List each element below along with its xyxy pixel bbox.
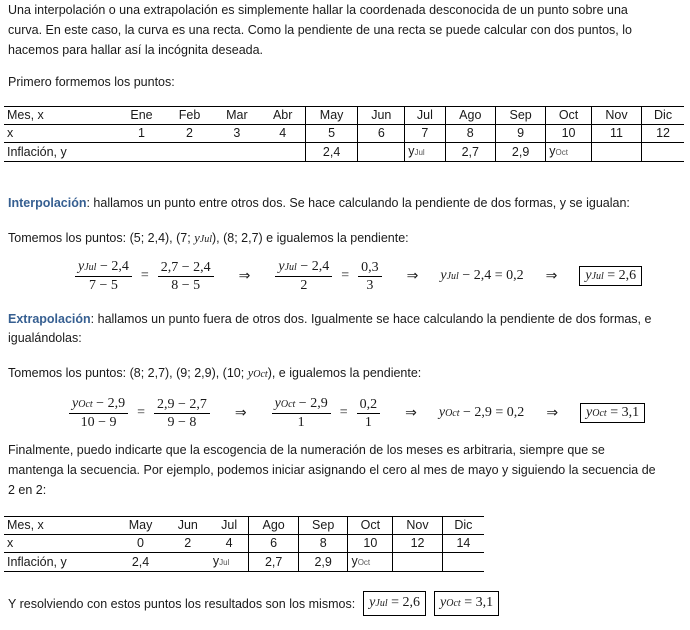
math-expr (78, 259, 129, 274)
fraction (158, 259, 214, 294)
table-cell (213, 143, 260, 162)
table-cell (642, 143, 684, 162)
numerator (275, 258, 332, 277)
table-cell (117, 143, 166, 162)
table-cell: 2 (166, 535, 210, 553)
table-cell: 3 (213, 125, 260, 143)
table-cell: Jul (210, 517, 249, 535)
denominator: 10 − 9 (80, 415, 117, 430)
table-cell (166, 553, 210, 572)
numerator (154, 396, 210, 414)
table-cell: Jul (405, 107, 445, 125)
math-expr (278, 259, 329, 274)
intro-line-2: curva. En este caso, la curva es una recta. Como la pendiente de una recta se puede calcular con dos puntos, lo (8, 23, 632, 37)
table-cell: Oct (348, 517, 393, 535)
extrapolation-points (8, 363, 421, 385)
table-cell: 0 (115, 535, 165, 553)
table-cell: May (305, 107, 358, 125)
fraction (275, 258, 332, 294)
table-cell: 4 (210, 535, 249, 553)
result-sub: Oct (446, 598, 461, 609)
denominator: 3 (366, 277, 374, 293)
table-cell: Dic (442, 517, 484, 535)
math-text: − 2,9 (92, 396, 126, 411)
table-cell: 5 (305, 125, 358, 143)
interpolation-label: Interpolación (8, 196, 87, 210)
final-line-3: 2 en 2: (8, 483, 47, 497)
table-cell: Mar (213, 107, 260, 125)
intro-line-1: Una interpolación o una extrapolación es simplemente hallar la coordenada desconocida de un punto sobre una (8, 3, 628, 17)
table-cell: Jun (166, 517, 210, 535)
math-text: 2,9 − 2,7 (156, 396, 207, 412)
table-cell: yJul (405, 143, 445, 162)
table-cell: 2,7 (249, 553, 299, 572)
row-label: Inflación, y (4, 143, 117, 162)
result-value: = 3,1 (460, 595, 494, 610)
implies-arrow: ⇒ (234, 405, 247, 421)
row-label: x (4, 535, 115, 553)
numerator (358, 259, 382, 277)
table-months-2 (4, 516, 484, 572)
table-cell: 7 (405, 125, 445, 143)
table-cell: 2,4 (115, 553, 165, 572)
table-cell: Abr (261, 107, 306, 125)
interpolation-paragraph (8, 193, 630, 213)
table-cell (358, 143, 405, 162)
table-cell (261, 143, 306, 162)
math-text: − 2,4 (96, 259, 129, 274)
implies-arrow: ⇒ (546, 405, 559, 421)
result-var: y (440, 595, 447, 610)
math-var: y (438, 405, 446, 420)
table-row (4, 143, 684, 162)
conclusion-line (8, 591, 499, 616)
table-cell: Sep (495, 107, 545, 125)
result-sub: Jul (375, 598, 388, 609)
numerator (158, 259, 214, 277)
table-months-1 (4, 106, 684, 162)
points-var: y (247, 366, 254, 380)
table-row (4, 125, 684, 143)
table-cell: 4 (261, 125, 306, 143)
interpolation-text: : hallamos un punto entre otros dos. Se hace calculando la pendiente de dos formas, y se igualan: (86, 196, 630, 210)
result-box-oct (434, 591, 499, 616)
table-cell: 2,4 (305, 143, 358, 162)
equals-sign: = (339, 405, 348, 420)
implies-arrow: ⇒ (405, 405, 417, 421)
numerator (357, 396, 381, 414)
math-sub: Jul (446, 271, 459, 282)
points-sub: Oct (253, 369, 268, 380)
math-var: y (78, 259, 85, 274)
result-box-jul (363, 591, 426, 616)
math-sub: Oct (592, 408, 607, 419)
math-text: 2,7 − 2,4 (160, 259, 211, 275)
table-cell: 8 (445, 125, 495, 143)
result-value: = 2,6 (387, 595, 421, 610)
row-label: Inflación, y (4, 553, 115, 572)
numerator (75, 258, 132, 277)
table-cell: 12 (642, 125, 684, 143)
table-cell: 9 (495, 125, 545, 143)
math-var: y (585, 268, 592, 283)
extrapolation-equation (66, 395, 645, 431)
denominator: 7 − 5 (88, 278, 118, 293)
table-cell: yOct (348, 553, 393, 572)
conclusion-text: Y resolviendo con estos puntos los resultados son los mismos: (8, 596, 356, 611)
table-cell: 8 (298, 535, 348, 553)
table-cell: May (115, 517, 165, 535)
equals-sign: = (137, 405, 145, 420)
implies-arrow: ⇒ (406, 268, 419, 284)
interpolation-equation (72, 258, 642, 294)
table-row (4, 517, 484, 535)
table-cell: 6 (249, 535, 299, 553)
table-cell: 2 (166, 125, 213, 143)
table-cell: 1 (117, 125, 166, 143)
math-text: 0,3 (361, 259, 379, 275)
table-cell: Dic (642, 107, 684, 125)
points-var: y (194, 231, 200, 245)
table-row (4, 553, 484, 572)
denominator: 1 (364, 414, 372, 430)
equals-sign: = (341, 268, 350, 283)
table-cell: yOct (546, 143, 592, 162)
table-cell: 2,7 (445, 143, 495, 162)
final-line-1: Finalmente, puedo indicarte que la escogencia de la numeración de los meses es arbitraria, siempre que se (8, 443, 605, 457)
implies-arrow: ⇒ (238, 268, 251, 284)
math-sub: Jul (284, 262, 297, 273)
math-expr (72, 396, 125, 411)
math-expr (585, 268, 636, 283)
table-cell: 10 (546, 125, 592, 143)
math-var: y (72, 396, 79, 411)
final-line-2: mantenga la secuencia. Por ejemplo, podemos iniciar asignando el cero al mes de mayo y siguiendo la secuencia de (8, 463, 656, 477)
equals-sign: = (140, 268, 149, 283)
table-cell (442, 553, 484, 572)
table-cell: Feb (166, 107, 213, 125)
extrapolation-paragraph (8, 309, 651, 329)
table-cell: Nov (591, 107, 641, 125)
table-cell: Oct (546, 107, 592, 125)
table-cell: Ago (445, 107, 495, 125)
table-cell: 2,9 (495, 143, 545, 162)
numerator (272, 395, 331, 414)
fraction (358, 259, 382, 294)
table-cell: 2,9 (298, 553, 348, 572)
math-sub: Oct (445, 408, 460, 419)
extrapolation-paragraph-2: igualándolas: (8, 331, 82, 345)
fraction (357, 396, 381, 431)
points-text-a: Tomemos los puntos: (5; 2,4), (7; (8, 231, 195, 245)
table-cell: 12 (393, 535, 443, 553)
row-label: Mes, x (4, 107, 117, 125)
math-sub: Jul (591, 271, 604, 282)
points-text-b: ), e igualemos la pendiente: (267, 366, 422, 380)
math-sub: Jul (84, 262, 97, 273)
math-expr (275, 396, 328, 411)
numerator (69, 395, 128, 414)
math-text: 0,2 (359, 396, 378, 412)
denominator: 1 (297, 415, 305, 430)
table-cell (591, 143, 641, 162)
table-cell: 6 (358, 125, 405, 143)
row-label: Mes, x (4, 517, 115, 535)
math-text: − 2,9 = 0,2 (459, 405, 525, 420)
math-expr (439, 405, 524, 421)
denominator: 9 − 8 (167, 414, 197, 430)
fraction (154, 396, 210, 431)
table-cell: Nov (393, 517, 443, 535)
math-var: y (440, 268, 447, 283)
result-var: y (369, 595, 376, 610)
math-var: y (278, 259, 285, 274)
math-expr (586, 405, 639, 420)
fraction (272, 395, 331, 431)
intro-line-3: hacemos para hallar así la incógnita deseada. (8, 43, 264, 57)
math-text: − 2,9 (295, 396, 328, 411)
interpolation-points (8, 228, 409, 250)
implies-arrow: ⇒ (545, 268, 558, 284)
math-expr (440, 268, 523, 284)
table-row (4, 535, 484, 553)
fraction (75, 258, 132, 294)
extrapolation-label: Extrapolación (8, 312, 91, 326)
table-cell: Jun (358, 107, 405, 125)
denominator: 2 (300, 278, 308, 293)
intro-line-4: Primero formemos los puntos: (8, 75, 175, 89)
points-sub: Jul (199, 234, 212, 245)
table-row (4, 107, 684, 125)
points-text-a: Tomemos los puntos: (8; 2,7), (9; 2,9), (10; (8, 366, 248, 380)
row-label: x (4, 125, 117, 143)
result-box (580, 403, 645, 423)
math-text: = 2,6 (603, 268, 637, 283)
table-cell: Ago (249, 517, 299, 535)
table-cell: 10 (348, 535, 393, 553)
math-sub: Oct (78, 399, 93, 410)
table-cell (393, 553, 443, 572)
table-cell: Ene (117, 107, 166, 125)
result-box (579, 266, 642, 286)
math-text: = 3,1 (606, 405, 640, 420)
table-cell: 14 (442, 535, 484, 553)
math-var: y (586, 405, 593, 420)
extrapolation-text: : hallamos un punto fuera de otros dos. Igualmente se hace calculando la pendiente de dos formas, e (90, 312, 652, 326)
math-text: − 2,4 = 0,2 (458, 268, 524, 283)
math-sub: Oct (280, 399, 296, 410)
fraction (69, 395, 128, 431)
points-text-b: ), (8; 2,7) e igualemos la pendiente: (211, 231, 409, 245)
math-text: − 2,4 (296, 259, 330, 274)
table-cell: Sep (298, 517, 348, 535)
math-var: y (274, 396, 281, 411)
table-cell: yJul (210, 553, 249, 572)
table-cell (166, 143, 213, 162)
table-cell: 11 (591, 125, 641, 143)
denominator: 8 − 5 (171, 277, 201, 293)
